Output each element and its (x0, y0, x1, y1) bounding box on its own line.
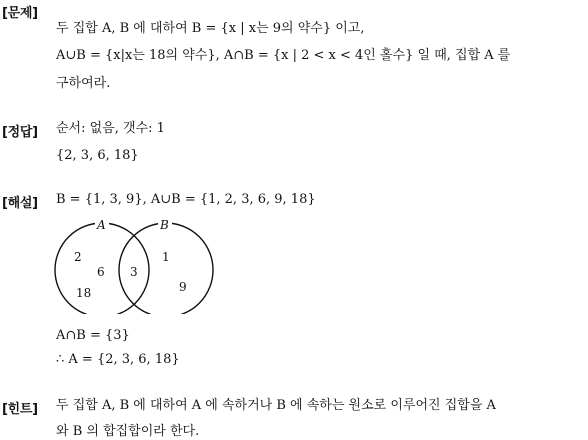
set-b-label: B (160, 218, 169, 232)
set-a-label: A (97, 218, 106, 232)
answer-order-count: 순서: 없음, 갯수: 1 (56, 121, 165, 136)
explanation-label: [해설] (2, 196, 38, 211)
element-a-only: 2 (74, 250, 82, 264)
element-b-only: 9 (179, 280, 187, 294)
element-a-only: 18 (76, 286, 92, 300)
hint-label: [힌트] (2, 402, 38, 417)
element-a-only: 6 (97, 265, 105, 279)
hint-text-line-1: 두 집합 A, B 에 대하여 A 에 속하거나 B 에 속하는 원소로 이루어진 집합을 A (56, 398, 496, 413)
answer-label: [정답] (2, 125, 38, 140)
element-intersection: 3 (130, 265, 138, 279)
hint-text-line-2: 와 B 의 합집합이라 한다. (56, 424, 200, 439)
problem-text-line-1: 두 집합 A, B 에 대하여 B = {x | x는 9의 약수} 이고, (56, 21, 365, 36)
explanation-sets: B = {1, 3, 9}, A∪B = {1, 2, 3, 6, 9, 18} (56, 192, 316, 207)
explanation-conclusion: ∴ A = {2, 3, 6, 18} (56, 352, 180, 367)
answer-set: {2, 3, 6, 18} (56, 148, 139, 163)
venn-diagram (46, 214, 246, 314)
explanation-intersection: A∩B = {3} (56, 328, 130, 343)
element-b-only: 1 (162, 250, 170, 264)
problem-label: [문제] (2, 6, 38, 21)
problem-text-line-2: A∪B = {x|x는 18의 약수}, A∩B = {x | 2 < x < 4인 홀수} 일 때, 집합 A 를 (56, 48, 511, 63)
problem-text-line-3: 구하여라. (56, 76, 111, 91)
